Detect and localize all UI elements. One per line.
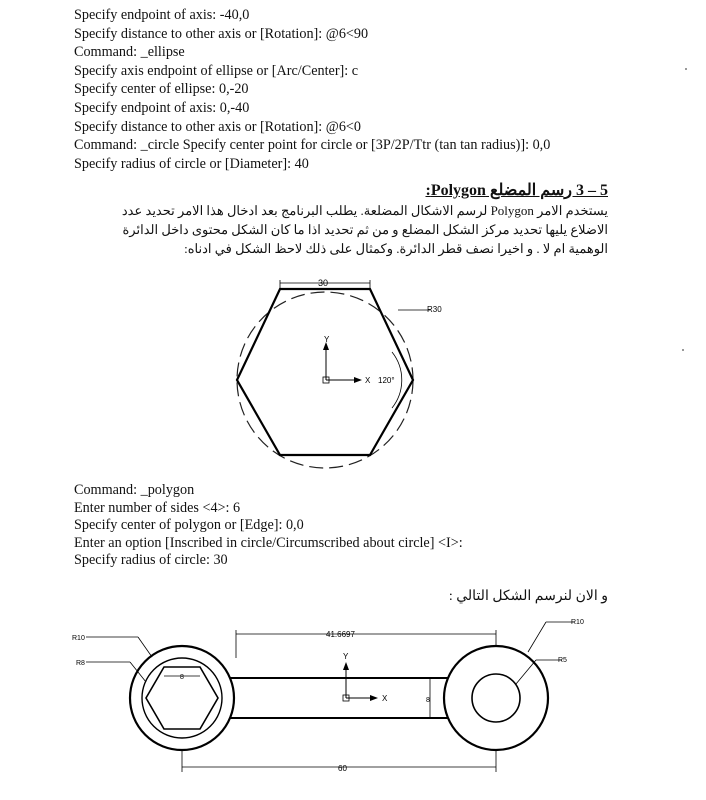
arabic-instruction: و الان لنرسم الشكل التالي : [448, 589, 608, 604]
command-line: Specify center of ellipse: 0,-20 [74, 81, 249, 98]
r10-left-leader [138, 637, 152, 657]
hexagon-figure [220, 270, 460, 480]
section-heading: 5 – 3 رسم المضلع Polygon: [425, 182, 608, 199]
command-line: Specify center of polygon or [Edge]: 0,0 [74, 517, 304, 534]
command-line: Specify endpoint of axis: 0,-40 [74, 99, 250, 116]
command-line: Specify radius of circle: 30 [74, 552, 228, 569]
r10-left-label: R10 [72, 635, 85, 642]
command-line: Specify distance to other axis or [Rotation]: @6<90 [74, 25, 369, 42]
paragraph-line: يستخدم الامر Polygon لرسم الاشكال المضلعة. يطلب البرنامج بعد ادخال هذا الامر تحديد عدد [121, 203, 608, 218]
r10-right-label: R10 [571, 619, 584, 626]
command-line: Enter an option [Inscribed in circle/Circumscribed about circle] <I>: [74, 534, 463, 551]
command-line: Specify distance to other axis or [Rotation]: @6<0 [74, 118, 362, 135]
bottom-dim-label: 60 [338, 764, 347, 773]
command-line: Specify axis endpoint of ellipse or [Arc/Center]: c [74, 62, 359, 79]
y-axis-label: Y [324, 335, 330, 344]
x-arrowhead [354, 377, 362, 383]
dim-label-30: 30 [318, 278, 329, 288]
x-axis-label: X [382, 694, 388, 703]
paragraph-line: الوهمية ام لا . و اخيرا نصف قطر الدائرة. وكمثال على ذلك لاحظ الشكل في ادناه: [184, 241, 608, 256]
y-axis-label: Y [343, 652, 349, 661]
y-arrowhead [343, 662, 349, 670]
command-line: Command: _circle Specify center point for circle or [3P/2P/Ttr (tan tan radius)]: 0,0 [74, 137, 551, 154]
hexagon-shape [237, 289, 413, 455]
command-line: Command: _polygon [74, 482, 195, 498]
x-axis-label: X [365, 376, 371, 385]
command-line: Enter number of sides <4>: 6 [74, 499, 241, 516]
x-arrowhead [370, 695, 378, 701]
small-dim-label: 8 [180, 674, 184, 681]
angle-label: 120° [378, 376, 395, 385]
arabic-paragraph [68, 201, 608, 258]
r5-right-label: R5 [558, 657, 567, 664]
top-dim-label: 41.6697 [326, 630, 355, 639]
command-transcript-1 [74, 6, 550, 173]
r8-left-label: R8 [76, 660, 85, 667]
command-line: Specify endpoint of axis: -40,0 [74, 7, 250, 23]
radius-label: R30 [427, 305, 442, 314]
vertical-dim-label: 8 [426, 697, 430, 704]
r10-right-leader [528, 622, 546, 652]
wrench-figure [66, 612, 626, 788]
command-line: Specify radius of circle or [Diameter]: 40 [74, 155, 309, 172]
command-line: Command: _ellipse [74, 44, 185, 61]
right-boss-circle [444, 646, 548, 750]
scan-speck [685, 68, 687, 70]
scan-speck [682, 349, 684, 351]
command-transcript-2 [74, 482, 463, 570]
paragraph-line: الاضلاع يليها تحديد مركز الشكل المضلع و من ثم تحديد اذا ما كان الشكل محتوى داخل الدائرة [122, 222, 608, 237]
